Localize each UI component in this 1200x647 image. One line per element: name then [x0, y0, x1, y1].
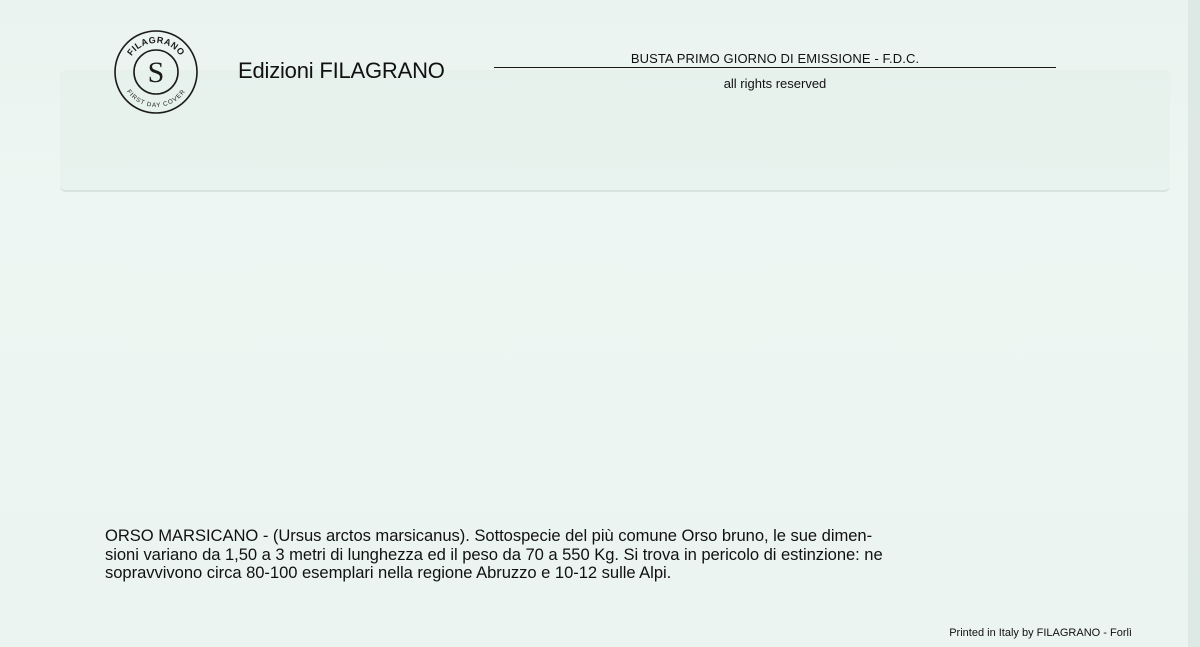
publisher-name: Edizioni FILAGRANO	[238, 58, 445, 83]
filagrano-seal-logo	[113, 29, 199, 115]
seal-letter: S	[147, 56, 165, 89]
header-rule	[494, 67, 1056, 68]
description-line: sioni variano da 1,50 a 3 metri di lunghezza ed il peso da 70 a 550 Kg. Si trova in pericolo di estinzione: ne	[105, 544, 883, 564]
printer-credit: Printed in Italy by FILAGRANO - Forlì	[949, 627, 1132, 639]
description-line: ORSO MARSICANO - (Ursus arctos marsicanus). Sottospecie del più comune Orso bruno, le sue dimen-	[105, 526, 873, 545]
seal-top-text: FILAGRANO	[125, 34, 187, 58]
seal-bottom-text: FIRST DAY COVER	[125, 88, 187, 110]
species-description	[105, 527, 1065, 583]
description-line: sopravvivono circa 80-100 esemplari nella regione Abruzzo e 10-12 sulle Alpi.	[105, 563, 672, 582]
fdc-title: BUSTA PRIMO GIORNO DI EMISSIONE - F.D.C.	[630, 51, 920, 66]
rights-notice: all rights reserved	[723, 76, 827, 91]
